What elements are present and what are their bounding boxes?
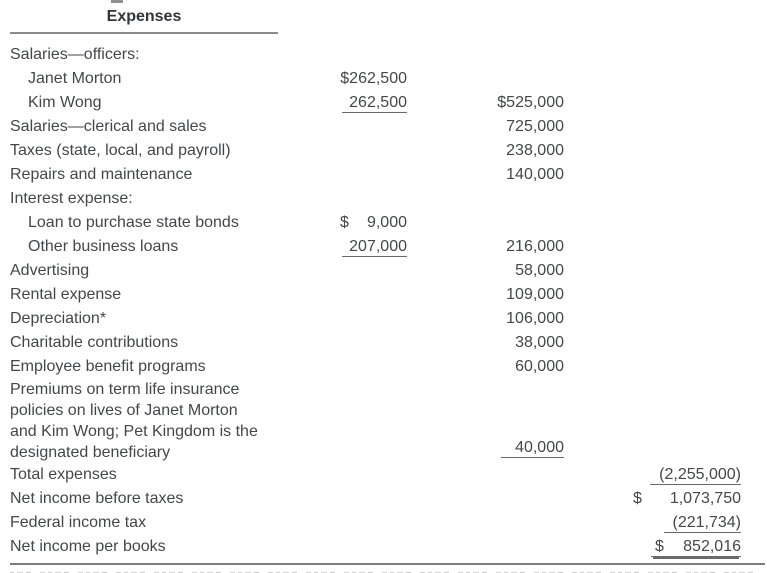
col3-amount [407,235,564,259]
expense-label: Kim Wong [28,94,102,111]
table-row [10,331,741,355]
amount-value: 238,000 [506,142,564,159]
expense-label: Janet Morton [28,70,122,87]
currency-amount [655,537,741,556]
col3-amount [407,115,564,139]
col3-amount [407,211,564,235]
expense-label: Rental expense [10,286,122,303]
single-rule-amount [650,465,741,485]
col2-amount [330,439,407,463]
expense-label: Salaries—clerical and sales [10,118,207,135]
col2-amount [330,535,407,559]
col4-amount [564,355,741,379]
expense-label: Net income per books [10,538,166,555]
col2-amount [330,67,407,91]
col3-amount [407,307,564,331]
bottom-rule-divider [10,563,765,565]
expense-label: Salaries—officers: [10,46,140,63]
col3-amount [407,463,564,487]
col3-amount [407,511,564,535]
col2-amount [330,211,407,235]
single-rule-amount [342,237,407,257]
col3-amount [407,437,564,463]
currency-symbol: $ [655,538,664,555]
col3-amount [407,43,564,67]
col4-amount [564,163,741,187]
expense-label: Other business loans [28,238,179,255]
col4-amount [564,43,741,67]
amount-value: 207,000 [349,238,407,255]
col3-amount [407,187,564,211]
amount-value: 60,000 [515,358,564,375]
double-rule-amount [651,537,741,557]
col4-amount [564,187,741,211]
amount-value: (221,734) [672,514,741,531]
table-row [10,379,741,463]
col2-amount [330,91,407,115]
col4-amount [564,235,741,259]
col4-amount [564,283,741,307]
col3-amount [407,331,564,355]
col2-amount [330,331,407,355]
col2-amount [330,139,407,163]
expense-label: Advertising [10,262,90,279]
col3-amount [407,259,564,283]
expense-label-multiline [10,379,330,463]
table-row [10,235,741,259]
expense-label: Taxes (state, local, and payroll) [10,142,231,159]
expense-label: Net income before taxes [10,490,184,507]
amount-value: 140,000 [506,166,564,183]
col2-amount [330,115,407,139]
table-row [10,115,741,139]
amount-value: 40,000 [515,439,564,456]
col3-amount [407,91,564,115]
amount-value: 106,000 [506,310,564,327]
table-row [10,307,741,331]
col2-amount [330,307,407,331]
expense-label: Employee benefit programs [10,358,206,375]
table-row [10,535,741,559]
table-row [10,43,741,67]
amount-value: 9,000 [366,214,407,231]
col3-amount [407,283,564,307]
col3-amount [407,535,564,559]
table-row [10,187,741,211]
col2-amount [330,511,407,535]
table-row [10,67,741,91]
col3-amount [407,139,564,163]
expense-label: Loan to purchase state bonds [28,214,239,231]
col4-amount [564,487,741,511]
amount-value: 852,016 [683,538,741,555]
col2-amount [330,283,407,307]
col4-amount [564,331,741,355]
table-row [10,355,741,379]
label-line: and Kim Wong; Pet Kingdom is the [10,423,258,440]
col2-amount [330,355,407,379]
table-row [10,511,741,535]
cropped-text-artifact-top [111,0,123,3]
single-rule-amount [501,438,564,458]
col3-amount [407,487,564,511]
label-line: Premiums on term life insurance [10,381,240,398]
amount-value: $525,000 [497,94,564,111]
amount-value: 58,000 [515,262,564,279]
expense-label: Interest expense: [10,190,133,207]
col2-amount [330,187,407,211]
amount-value: (2,255,000) [659,466,741,483]
col4-amount [564,511,741,535]
amount-value: 725,000 [506,118,564,135]
col3-amount [407,67,564,91]
col2-amount [330,463,407,487]
expense-label: Repairs and maintenance [10,166,193,183]
amount-value: 38,000 [515,334,564,351]
currency-amount [340,211,407,235]
table-row [10,463,741,487]
amount-value: 1,073,750 [669,490,741,507]
col4-amount [564,139,741,163]
col4-amount [564,115,741,139]
currency-symbol: $ [633,490,642,507]
col3-amount [407,355,564,379]
col2-amount [330,487,407,511]
amount-value: 109,000 [506,286,564,303]
amount-value: 216,000 [506,238,564,255]
currency-symbol: $ [340,214,349,231]
expense-label: Federal income tax [10,514,147,531]
expense-label: Charitable contributions [10,334,179,351]
single-rule-amount [664,513,742,533]
col4-amount [564,91,741,115]
col2-amount [330,259,407,283]
expense-label: Depreciation* [10,310,107,327]
col4-amount [564,211,741,235]
col4-amount [564,535,741,559]
col4-amount [564,307,741,331]
table-row [10,163,741,187]
col3-amount [407,163,564,187]
col2-amount [330,43,407,67]
single-rule-amount [342,93,407,113]
table-row [10,283,741,307]
amount-value: 262,500 [349,94,407,111]
col2-amount [330,235,407,259]
col4-amount [564,259,741,283]
currency-amount [633,487,741,511]
col2-amount [330,163,407,187]
statement-title: Expenses [10,4,278,34]
table-row [10,211,741,235]
table-row [10,91,741,115]
table-row [10,259,741,283]
col4-amount [564,67,741,91]
col4-amount [564,439,741,463]
expense-statement [10,4,741,573]
label-line: designated beneficiary [10,444,171,461]
expense-table [10,43,741,559]
table-row [10,139,741,163]
expense-label: Total expenses [10,466,117,483]
table-row [10,487,741,511]
label-line: policies on lives of Janet Morton [10,402,238,419]
amount-value: $262,500 [340,70,407,87]
col4-amount [564,463,741,487]
